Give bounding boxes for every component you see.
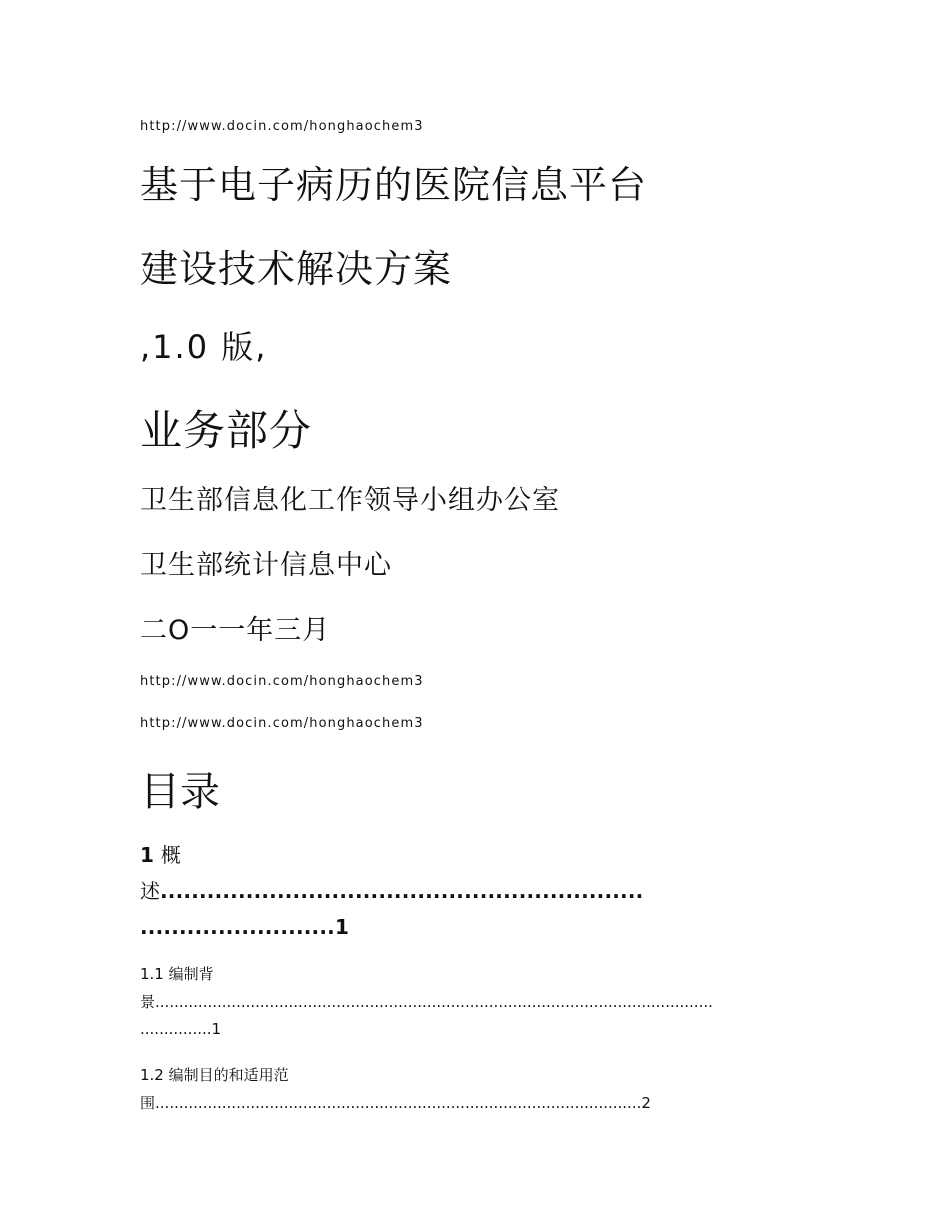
toc-leader-dots: ...................................................................................................... [155, 1094, 642, 1112]
toc-item-1-leader-line[interactable] [140, 881, 643, 901]
toc-leader-dots: ............... [140, 1020, 212, 1038]
toc-item-title: 编制背 [168, 965, 214, 983]
version-label: ,1.0 版, [140, 328, 268, 366]
toc-item-title: 概 [160, 843, 181, 867]
toc-item-title-cont: 围 [140, 1094, 156, 1112]
toc-title: 目录 [140, 769, 220, 815]
section-title: 业务部分 [140, 406, 313, 455]
footer-url[interactable]: http://www.docin.com/honghaochem3 [140, 674, 424, 689]
title-line-1: 基于电子病历的医院信息平台 [140, 163, 648, 207]
toc-page-number: 1 [334, 915, 349, 939]
toc-item-1-heading[interactable] [140, 845, 181, 865]
toc-item-1-1-heading[interactable] [140, 967, 214, 982]
toc-item-1-1-leader-line[interactable] [140, 995, 713, 1010]
toc-page-number: 2 [641, 1094, 651, 1112]
toc-item-1-1-page-line[interactable] [140, 1022, 221, 1037]
toc-item-title-cont: 述 [140, 879, 160, 903]
date-label: 二O一一年三月 [140, 615, 331, 646]
toc-item-1-2-heading[interactable] [140, 1068, 289, 1083]
toc-item-number: 1.1 [140, 965, 164, 983]
organization-2: 卫生部统计信息中心 [140, 550, 392, 581]
toc-item-1-page-line[interactable] [140, 917, 349, 937]
toc-leader-dots: ..................................................................................................................... [155, 993, 713, 1011]
title-line-2: 建设技术解决方案 [140, 247, 453, 291]
toc-leader-dots: .............................................................. [160, 879, 644, 903]
toc-item-number: 1 [140, 843, 154, 867]
toc-page-number: 1 [211, 1020, 222, 1038]
toc-item-title: 编制目的和适用范 [168, 1066, 289, 1084]
organization-1: 卫生部信息化工作领导小组办公室 [140, 485, 560, 516]
header-url[interactable]: http://www.docin.com/honghaochem3 [140, 119, 424, 134]
toc-item-number: 1.2 [140, 1066, 164, 1084]
toc-item-1-2-leader-line[interactable] [140, 1096, 651, 1111]
toc-item-title-cont: 景 [140, 993, 156, 1011]
header-url-2[interactable]: http://www.docin.com/honghaochem3 [140, 716, 424, 731]
toc-leader-dots: ......................... [140, 915, 335, 939]
